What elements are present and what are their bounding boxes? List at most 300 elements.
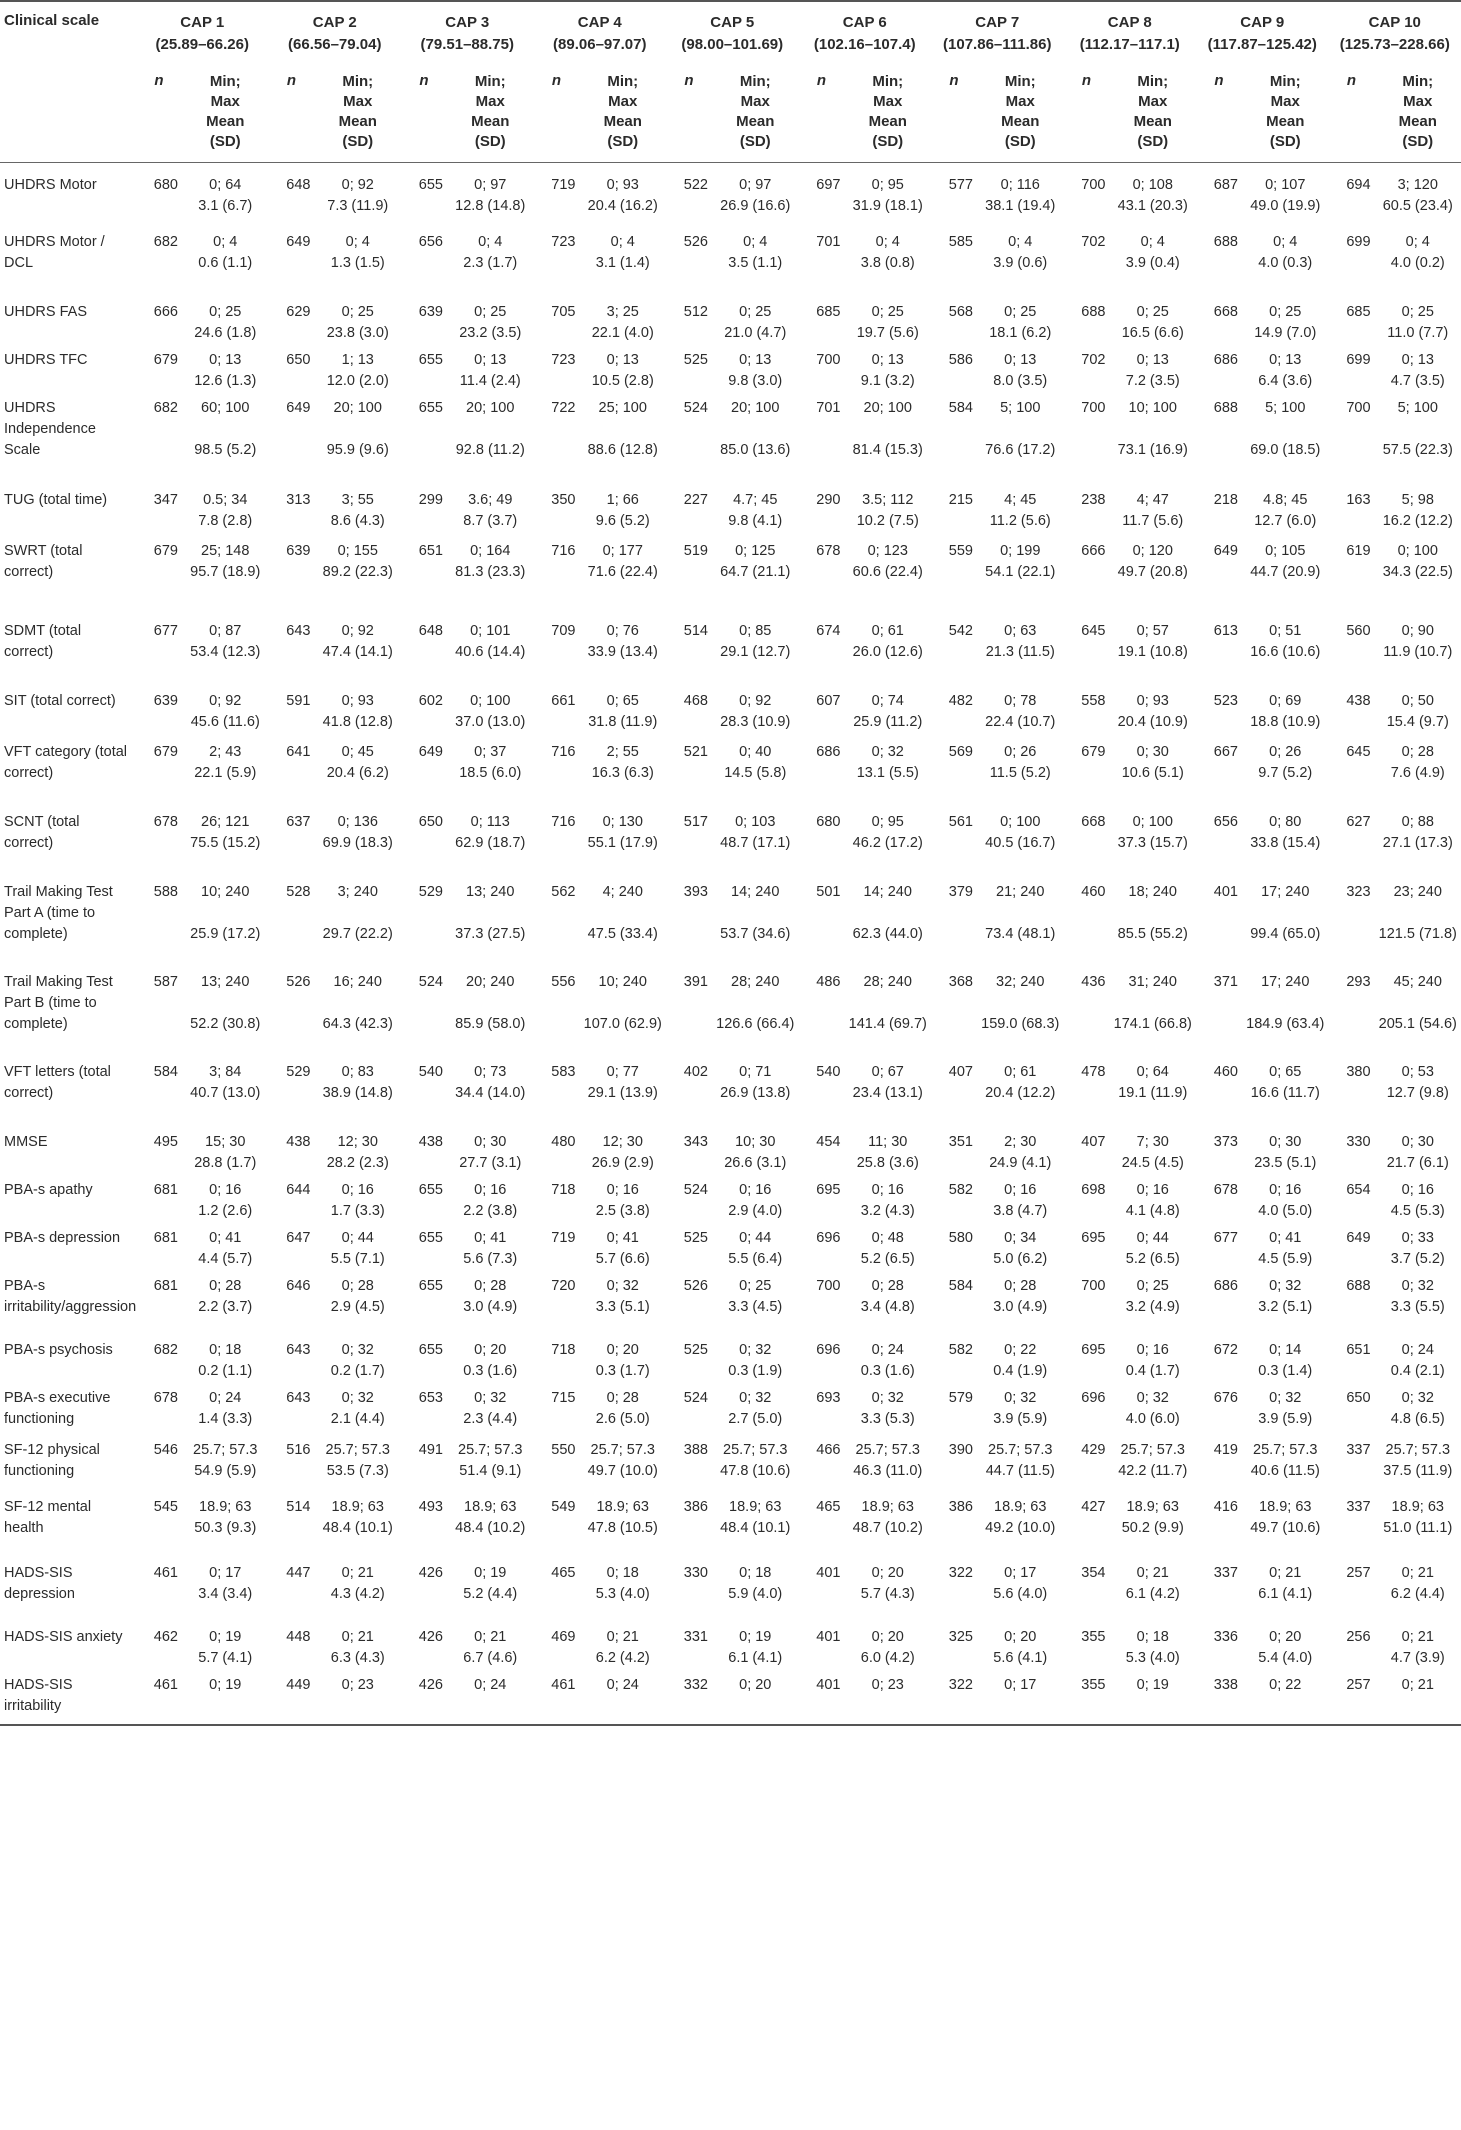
min-max: 0; 92 bbox=[341, 623, 374, 639]
n-value: 290 bbox=[816, 492, 841, 508]
n-value: 679 bbox=[153, 744, 178, 760]
mean-sd: 85.0 (13.6) bbox=[720, 442, 791, 458]
scale-label-line: SCNT (total bbox=[4, 814, 80, 830]
minmax-header bbox=[1375, 56, 1461, 162]
n-value: 699 bbox=[1346, 352, 1371, 368]
mean-sd: 1.2 (2.6) bbox=[198, 1203, 253, 1219]
mean-sd: 73.1 (16.9) bbox=[1117, 442, 1188, 458]
minmax-mean-sd bbox=[580, 1056, 667, 1126]
minmax-header-line: Min; bbox=[872, 73, 904, 90]
n-value: 679 bbox=[153, 352, 178, 368]
minmax-header-line: Mean bbox=[603, 113, 642, 130]
cap-name: CAP 4 bbox=[577, 14, 622, 31]
cap-range: (79.51–88.75) bbox=[420, 36, 514, 53]
n-value: 685 bbox=[816, 304, 841, 320]
minmax-mean-sd bbox=[712, 1174, 799, 1222]
minmax-mean-sd bbox=[1110, 296, 1197, 344]
min-max: 20; 100 bbox=[731, 400, 780, 416]
mean-sd: 31.8 (11.9) bbox=[588, 714, 658, 730]
min-max: 3; 120 bbox=[1397, 176, 1438, 193]
min-max: 0; 16 bbox=[1136, 1342, 1169, 1358]
mean-sd: 3.4 (3.4) bbox=[198, 1586, 253, 1602]
minmax-mean-sd bbox=[1110, 1557, 1197, 1621]
minmax-mean-sd bbox=[712, 392, 799, 484]
mean-sd: 9.8 (3.0) bbox=[728, 373, 783, 389]
n-value: 655 bbox=[418, 1342, 443, 1358]
min-max: 31; 240 bbox=[1128, 974, 1177, 990]
minmax-mean-sd bbox=[977, 615, 1064, 685]
minmax-mean-sd bbox=[1242, 1382, 1329, 1434]
min-max: 20; 240 bbox=[466, 974, 515, 990]
minmax-mean-sd bbox=[1242, 736, 1329, 806]
minmax-mean-sd bbox=[1375, 1434, 1461, 1491]
mean-sd: 3.2 (5.1) bbox=[1258, 1299, 1313, 1315]
n-value: 540 bbox=[418, 1064, 443, 1080]
n-value: 371 bbox=[1213, 974, 1238, 990]
n-value: 336 bbox=[1213, 1629, 1238, 1645]
cap-name: CAP 7 bbox=[975, 14, 1020, 31]
min-max: 0; 177 bbox=[602, 543, 643, 559]
mean-sd: 46.2 (17.2) bbox=[852, 835, 923, 851]
minmax-mean-sd bbox=[845, 1557, 932, 1621]
scale-label-line: complete) bbox=[4, 1016, 68, 1032]
n-value: 227 bbox=[683, 492, 708, 508]
n-value: 686 bbox=[1213, 352, 1238, 368]
mean-sd: 24.5 (4.5) bbox=[1121, 1155, 1184, 1171]
minmax-mean-sd bbox=[1242, 876, 1329, 966]
min-max: 0; 32 bbox=[1401, 1390, 1434, 1406]
n-value: 650 bbox=[1346, 1390, 1371, 1406]
n-value: 465 bbox=[816, 1499, 841, 1515]
minmax-mean-sd bbox=[447, 162, 534, 226]
minmax-mean-sd bbox=[845, 1382, 932, 1434]
minmax-mean-sd bbox=[712, 344, 799, 392]
minmax-mean-sd bbox=[580, 1557, 667, 1621]
scale-label-line: Trail Making Test bbox=[4, 974, 113, 990]
mean-sd: 26.9 (16.6) bbox=[720, 197, 791, 214]
n-value: 436 bbox=[1081, 974, 1106, 990]
n-value: 700 bbox=[816, 352, 841, 368]
minmax-mean-sd bbox=[845, 1270, 932, 1334]
mean-sd: 12.6 (1.3) bbox=[194, 373, 257, 389]
n-value: 465 bbox=[551, 1565, 576, 1581]
header-row-caps bbox=[0, 1, 1461, 56]
mean-sd: 14.5 (5.8) bbox=[724, 765, 787, 781]
n-value: 556 bbox=[551, 974, 576, 990]
minmax-mean-sd bbox=[1375, 344, 1461, 392]
n-value: 643 bbox=[286, 1342, 311, 1358]
table-row bbox=[0, 1491, 1461, 1557]
mean-sd: 47.8 (10.6) bbox=[720, 1463, 791, 1479]
minmax-mean-sd bbox=[977, 392, 1064, 484]
mean-sd: 26.0 (12.6) bbox=[852, 644, 923, 660]
minmax-header-line: Mean bbox=[471, 113, 510, 130]
mean-sd: 29.7 (22.2) bbox=[322, 926, 393, 942]
min-max: 0; 19 bbox=[474, 1565, 507, 1581]
mean-sd: 16.6 (11.7) bbox=[1250, 1085, 1320, 1101]
minmax-mean-sd bbox=[845, 685, 932, 736]
minmax-mean-sd bbox=[315, 685, 402, 736]
mean-sd: 0.3 (1.6) bbox=[463, 1363, 518, 1379]
minmax-mean-sd bbox=[182, 1382, 269, 1434]
mean-sd: 0.4 (2.1) bbox=[1390, 1363, 1445, 1379]
minmax-mean-sd bbox=[1110, 736, 1197, 806]
n-value: 540 bbox=[816, 1064, 841, 1080]
mean-sd: 3.9 (5.9) bbox=[993, 1411, 1048, 1427]
min-max: 25.7; 57.3 bbox=[325, 1442, 390, 1458]
n-value: 562 bbox=[551, 884, 576, 900]
n-value: 215 bbox=[948, 492, 973, 508]
minmax-mean-sd bbox=[977, 1382, 1064, 1434]
min-max: 23; 240 bbox=[1393, 884, 1442, 900]
scale-label bbox=[0, 876, 136, 966]
n-value: 677 bbox=[1213, 1230, 1238, 1246]
scale-label-line: TUG (total time) bbox=[4, 492, 108, 508]
min-max: 0; 21 bbox=[1401, 1565, 1434, 1581]
min-max: 0; 67 bbox=[871, 1064, 904, 1080]
minmax-mean-sd bbox=[182, 535, 269, 615]
min-max: 0; 13 bbox=[1004, 352, 1037, 368]
mean-sd: 95.9 (9.6) bbox=[326, 442, 389, 458]
minmax-mean-sd bbox=[315, 484, 402, 535]
mean-sd: 5.3 (4.0) bbox=[1125, 1650, 1180, 1666]
n-value: 461 bbox=[153, 1565, 178, 1581]
minmax-mean-sd bbox=[182, 1270, 269, 1334]
n-header: n bbox=[136, 56, 182, 162]
min-max: 0; 25 bbox=[1401, 304, 1434, 320]
minmax-mean-sd bbox=[447, 392, 534, 484]
n-value: 655 bbox=[418, 352, 443, 368]
n-value: 438 bbox=[286, 1134, 311, 1150]
mean-sd: 4.1 (4.8) bbox=[1125, 1203, 1180, 1219]
n-value: 401 bbox=[799, 1669, 845, 1725]
n-value: 332 bbox=[666, 1669, 712, 1725]
mean-sd: 20.4 (6.2) bbox=[326, 765, 389, 781]
n-value: 681 bbox=[153, 1182, 178, 1198]
n-value: 238 bbox=[1081, 492, 1106, 508]
min-max: 0; 65 bbox=[606, 693, 639, 709]
mean-sd: 8.0 (3.5) bbox=[993, 373, 1048, 389]
min-max: 0; 19 bbox=[739, 1629, 772, 1645]
minmax-mean-sd bbox=[182, 876, 269, 966]
min-max: 3.6; 49 bbox=[468, 492, 513, 508]
min-max: 12; 30 bbox=[602, 1134, 643, 1150]
n-value: 655 bbox=[418, 176, 443, 193]
n-value: 723 bbox=[551, 352, 576, 368]
n-value: 355 bbox=[1081, 1629, 1106, 1645]
mean-sd: 22.1 (5.9) bbox=[194, 765, 257, 781]
minmax-header-line: Min; bbox=[342, 73, 374, 90]
scale-label-line: PBA-s apathy bbox=[4, 1182, 93, 1198]
minmax-mean-sd bbox=[1375, 484, 1461, 535]
mean-sd: 49.7 (10.0) bbox=[587, 1463, 658, 1479]
n-value: 461 bbox=[136, 1669, 182, 1725]
min-max: 18.9; 63 bbox=[596, 1499, 649, 1515]
cap-header bbox=[534, 1, 667, 56]
min-max: 0; 97 bbox=[739, 176, 772, 193]
min-max: 0; 41 bbox=[606, 1230, 639, 1246]
minmax-mean-sd bbox=[712, 226, 799, 296]
n-value: 719 bbox=[551, 1230, 576, 1246]
n-value: 257 bbox=[1329, 1669, 1375, 1725]
scale-label bbox=[0, 1222, 136, 1270]
mean-sd: 126.6 (66.4) bbox=[716, 1016, 795, 1032]
n-value: 698 bbox=[1081, 1182, 1106, 1198]
minmax-mean-sd bbox=[712, 296, 799, 344]
n-value: 685 bbox=[1346, 304, 1371, 320]
table-row bbox=[0, 1434, 1461, 1491]
minmax-mean-sd bbox=[315, 1126, 402, 1174]
n-value: 656 bbox=[418, 234, 443, 250]
mean-sd: 26.9 (13.8) bbox=[720, 1085, 791, 1101]
scale-label-line: Scale bbox=[4, 442, 41, 458]
n-value: 512 bbox=[683, 304, 708, 320]
min-max: 0; 32 bbox=[1004, 1390, 1037, 1406]
mean-sd: 15.4 (9.7) bbox=[1386, 714, 1449, 730]
n-value: 700 bbox=[1081, 176, 1106, 193]
min-max: 2; 43 bbox=[209, 744, 242, 760]
minmax-mean-sd bbox=[182, 392, 269, 484]
mean-sd: 29.1 (12.7) bbox=[720, 644, 791, 660]
minmax-mean-sd bbox=[1110, 1222, 1197, 1270]
n-value: 650 bbox=[286, 352, 311, 368]
scale-label-line: HADS-SIS bbox=[4, 1565, 73, 1581]
scale-label-line: SIT (total correct) bbox=[4, 693, 116, 709]
minmax-mean-sd bbox=[315, 1621, 402, 1669]
n-value: 678 bbox=[1213, 1182, 1238, 1198]
min-max: 20; 100 bbox=[466, 400, 515, 416]
cap-header bbox=[1196, 1, 1329, 56]
min-max: 25.7; 57.3 bbox=[193, 1442, 258, 1458]
minmax-header-line: Max bbox=[740, 93, 770, 110]
minmax-mean-sd bbox=[977, 1557, 1064, 1621]
min-max: 0; 37 bbox=[474, 744, 507, 760]
minmax-mean-sd bbox=[315, 1174, 402, 1222]
mean-sd: 64.7 (21.1) bbox=[720, 564, 791, 580]
n-value: 647 bbox=[286, 1230, 311, 1246]
min-max: 7; 30 bbox=[1136, 1134, 1169, 1150]
n-value: 524 bbox=[418, 974, 443, 990]
mean-sd: 2.5 (3.8) bbox=[595, 1203, 650, 1219]
min-max: 0; 28 bbox=[474, 1278, 507, 1294]
mean-sd: 88.6 (12.8) bbox=[587, 442, 658, 458]
mean-sd: 37.5 (11.9) bbox=[1383, 1463, 1453, 1479]
min-max: 0; 19 bbox=[209, 1677, 242, 1693]
min-max: 0; 92 bbox=[739, 693, 772, 709]
minmax-mean-sd bbox=[977, 1174, 1064, 1222]
n-value: 639 bbox=[418, 304, 443, 320]
min-max: 25.7; 57.3 bbox=[1385, 1442, 1451, 1458]
mean-sd: 95.7 (18.9) bbox=[190, 564, 261, 580]
n-value: 643 bbox=[286, 623, 311, 639]
min-max: 0; 25 bbox=[1136, 304, 1169, 320]
mean-sd: 3.2 (4.9) bbox=[1125, 1299, 1180, 1315]
mean-sd: 12.7 (9.8) bbox=[1386, 1085, 1449, 1101]
min-max: 0; 28 bbox=[1401, 744, 1434, 760]
minmax-mean-sd bbox=[1110, 1382, 1197, 1434]
minmax-mean-sd bbox=[580, 1434, 667, 1491]
min-max: 0; 25 bbox=[1004, 304, 1037, 320]
mean-sd: 5.3 (4.0) bbox=[595, 1586, 650, 1602]
n-value: 549 bbox=[551, 1499, 576, 1515]
mean-sd: 2.9 (4.0) bbox=[728, 1203, 783, 1219]
mean-sd: 20.4 (16.2) bbox=[587, 197, 658, 214]
min-max: 3; 55 bbox=[341, 492, 374, 508]
n-value: 343 bbox=[683, 1134, 708, 1150]
minmax-mean-sd bbox=[1375, 226, 1461, 296]
min-max: 0; 21 bbox=[341, 1629, 374, 1645]
minmax-mean-sd bbox=[1375, 1270, 1461, 1334]
minmax-mean-sd bbox=[1242, 535, 1329, 615]
n-value: 586 bbox=[948, 352, 973, 368]
mean-sd: 29.1 (13.9) bbox=[587, 1085, 658, 1101]
n-value: 526 bbox=[286, 974, 311, 990]
n-value: 649 bbox=[1213, 543, 1238, 559]
scale-label bbox=[0, 685, 136, 736]
minmax-mean-sd bbox=[977, 1222, 1064, 1270]
minmax-mean-sd bbox=[580, 344, 667, 392]
minmax-mean-sd bbox=[977, 296, 1064, 344]
min-max: 25; 148 bbox=[201, 543, 250, 559]
table-row bbox=[0, 484, 1461, 535]
minmax-mean-sd bbox=[1242, 296, 1329, 344]
n-value: 666 bbox=[153, 304, 178, 320]
mean-sd: 62.3 (44.0) bbox=[852, 926, 923, 942]
min-max: 0; 19 bbox=[209, 1629, 242, 1645]
scale-label-line: health bbox=[4, 1520, 44, 1536]
min-max: 0; 13 bbox=[1269, 352, 1302, 368]
n-value: 299 bbox=[418, 492, 443, 508]
mean-sd: 23.4 (13.1) bbox=[852, 1085, 923, 1101]
min-max: 0; 155 bbox=[337, 543, 378, 559]
n-value: 525 bbox=[683, 1230, 708, 1246]
minmax-mean-sd bbox=[315, 1557, 402, 1621]
n-value: 438 bbox=[418, 1134, 443, 1150]
mean-sd: 40.6 (14.4) bbox=[455, 644, 526, 660]
minmax-header bbox=[1242, 56, 1329, 162]
min-max: 0; 32 bbox=[871, 744, 904, 760]
mean-sd: 5.7 (6.6) bbox=[595, 1251, 650, 1267]
n-value: 649 bbox=[286, 234, 311, 250]
n-value: 447 bbox=[286, 1565, 311, 1581]
minmax-mean-sd bbox=[447, 736, 534, 806]
min-max: 4; 240 bbox=[602, 884, 643, 900]
minmax-mean-sd bbox=[182, 966, 269, 1056]
min-max: 0; 125 bbox=[735, 543, 776, 559]
min-max: 0; 61 bbox=[871, 623, 904, 639]
scale-label-line: UHDRS Motor bbox=[4, 176, 97, 193]
n-value: 373 bbox=[1213, 1134, 1238, 1150]
minmax-mean-sd bbox=[712, 806, 799, 876]
min-max: 0; 25 bbox=[739, 304, 772, 320]
n-value: 687 bbox=[1213, 176, 1238, 193]
n-value: 588 bbox=[153, 884, 178, 900]
min-max: 0; 90 bbox=[1401, 623, 1434, 639]
cap-range: (117.87–125.42) bbox=[1207, 36, 1317, 53]
minmax-mean-sd bbox=[977, 344, 1064, 392]
scale-label-line: correct) bbox=[4, 765, 54, 781]
mean-sd: 49.7 (10.6) bbox=[1250, 1520, 1321, 1536]
min-max: 2; 55 bbox=[606, 744, 639, 760]
min-max: 4; 45 bbox=[1004, 492, 1037, 508]
mean-sd: 12.0 (2.0) bbox=[326, 373, 389, 389]
n-value: 526 bbox=[683, 234, 708, 250]
n-value: 680 bbox=[153, 176, 178, 193]
mean-sd: 98.5 (5.2) bbox=[194, 442, 257, 458]
table-row bbox=[0, 162, 1461, 226]
mean-sd: 47.8 (10.5) bbox=[587, 1520, 658, 1536]
scale-label-line: irritability/aggression bbox=[4, 1299, 136, 1315]
mean-sd: 4.7 (3.9) bbox=[1390, 1650, 1445, 1666]
n-value: 577 bbox=[948, 176, 973, 193]
minmax-mean-sd bbox=[1110, 806, 1197, 876]
mean-sd: 2.2 (3.7) bbox=[198, 1299, 253, 1315]
n-header: n bbox=[1064, 56, 1110, 162]
scale-label-line: VFT category (total bbox=[4, 744, 128, 760]
min-max: 18.9; 63 bbox=[1391, 1499, 1444, 1515]
minmax-mean-sd bbox=[447, 226, 534, 296]
n-value: 688 bbox=[1081, 304, 1106, 320]
n-value: 438 bbox=[1346, 693, 1371, 709]
min-max: 0; 32 bbox=[341, 1390, 374, 1406]
mean-sd: 37.0 (13.0) bbox=[455, 714, 526, 730]
scale-label bbox=[0, 1270, 136, 1334]
min-max: 0; 93 bbox=[341, 693, 374, 709]
n-value: 584 bbox=[948, 400, 973, 416]
minmax-mean-sd bbox=[1110, 1174, 1197, 1222]
minmax-header-line: (SD) bbox=[1004, 133, 1036, 150]
mean-sd: 0.3 (1.4) bbox=[1258, 1363, 1313, 1379]
min-max: 0; 44 bbox=[1136, 1230, 1169, 1246]
min-max: 0; 83 bbox=[341, 1064, 374, 1080]
minmax-mean-sd bbox=[447, 296, 534, 344]
minmax-header bbox=[182, 56, 269, 162]
mean-sd: 4.0 (6.0) bbox=[1125, 1411, 1180, 1427]
minmax-mean-sd bbox=[712, 1334, 799, 1382]
mean-sd: 19.7 (5.6) bbox=[856, 325, 919, 341]
min-max: 0; 21 bbox=[474, 1629, 507, 1645]
min-max: 0; 33 bbox=[1401, 1230, 1434, 1246]
cap-header bbox=[1329, 1, 1461, 56]
n-value: 655 bbox=[418, 1278, 443, 1294]
minmax-mean-sd bbox=[315, 226, 402, 296]
minmax-mean-sd bbox=[977, 1126, 1064, 1174]
mean-sd: 48.4 (10.2) bbox=[455, 1520, 526, 1536]
scale-label-line: functioning bbox=[4, 1411, 75, 1427]
min-max: 5; 98 bbox=[1401, 492, 1434, 508]
min-max: 13; 240 bbox=[201, 974, 250, 990]
min-max: 0; 100 bbox=[1397, 543, 1438, 559]
minmax-mean-sd bbox=[182, 615, 269, 685]
n-header: n bbox=[799, 56, 845, 162]
minmax-mean-sd bbox=[845, 876, 932, 966]
minmax-mean-sd bbox=[977, 535, 1064, 615]
minmax-header-line: Mean bbox=[1398, 113, 1437, 130]
n-value: 337 bbox=[1346, 1499, 1371, 1515]
scale-label-line: SWRT (total bbox=[4, 543, 83, 559]
mean-sd: 10.5 (2.8) bbox=[591, 373, 654, 389]
mean-sd: 5.7 (4.1) bbox=[198, 1650, 253, 1666]
n-value: 323 bbox=[1346, 884, 1371, 900]
min-max: 16; 240 bbox=[333, 974, 382, 990]
minmax-header-line: Max bbox=[1270, 93, 1300, 110]
scale-label-line: SDMT (total bbox=[4, 623, 82, 639]
minmax-mean-sd bbox=[1375, 806, 1461, 876]
minmax-mean-sd bbox=[712, 1056, 799, 1126]
min-max: 0; 32 bbox=[474, 1390, 507, 1406]
mean-sd: 49.7 (20.8) bbox=[1117, 564, 1188, 580]
min-max: 0; 16 bbox=[1269, 1182, 1302, 1198]
